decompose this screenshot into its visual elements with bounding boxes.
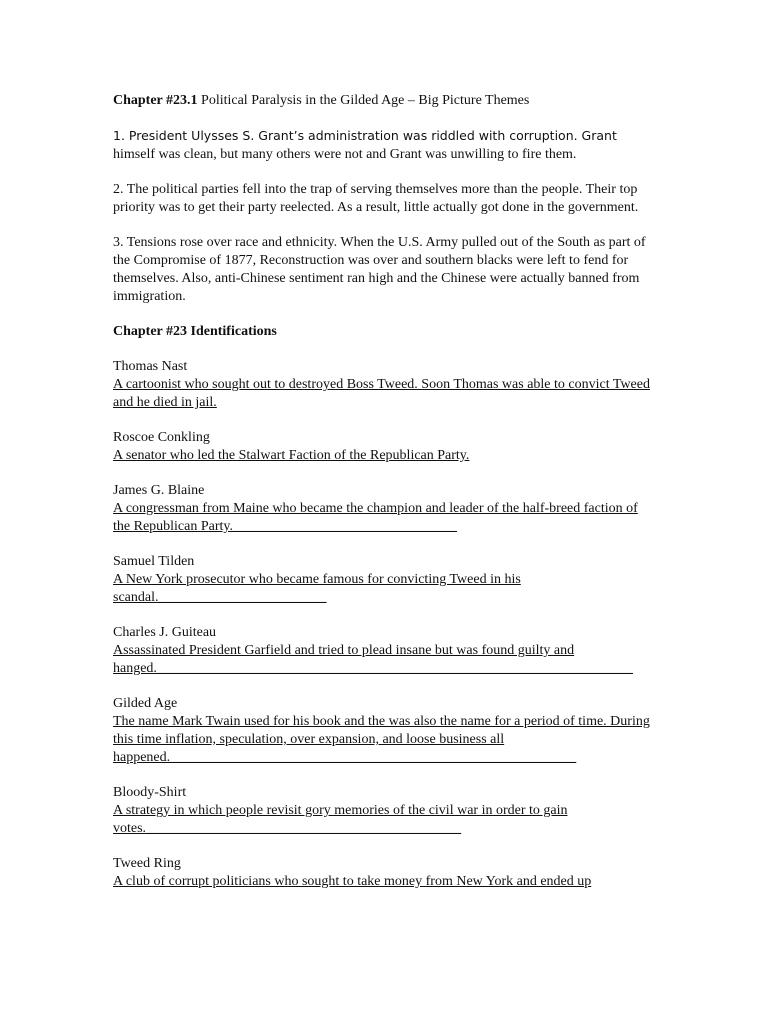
identification-entry bbox=[113, 553, 653, 607]
identification-term: Tweed Ring bbox=[113, 856, 181, 871]
identification-entry bbox=[113, 784, 653, 838]
identification-term: Charles J. Guiteau bbox=[113, 625, 217, 640]
identification-entry bbox=[113, 429, 653, 465]
theme-1-text: himself was clean, but many others were not and Grant was unwilling to fire them. bbox=[113, 147, 577, 162]
identification-term: Thomas Nast bbox=[113, 359, 188, 374]
theme-3 bbox=[113, 234, 653, 306]
theme-2 bbox=[113, 181, 653, 217]
theme-2-text: 2. The political parties fell into the trap of serving themselves more than the people. Their top priority was to get their party reelected. As a result, little actually got done in the government. bbox=[113, 182, 639, 215]
theme-1-first-line: 1. President Ulysses S. Grant’s administration was riddled with corruption. Grant bbox=[113, 128, 617, 143]
identification-entry bbox=[113, 695, 653, 767]
identification-term: Roscoe Conkling bbox=[113, 430, 210, 445]
theme-3-text: 3. Tensions rose over race and ethnicity. When the U.S. Army pulled out of the South as part of the Compromise of 1877, Reconstruction was over and southern blacks were left to fend for themselves. Also, anti-Chinese sentiment ran high and the Chinese were actually banned from immigration. bbox=[113, 235, 646, 304]
chapter-title: Political Paralysis in the Gilded Age – Big Picture Themes bbox=[197, 93, 530, 108]
identification-definition: A club of corrupt politicians who sought to take money from New York and ended up bbox=[113, 874, 592, 889]
identification-term: Samuel Tilden bbox=[113, 554, 195, 569]
identification-definition: A congressman from Maine who became the champion and leader of the half-breed faction of the Republican Party.________________________________ bbox=[113, 501, 638, 534]
identification-definition: A senator who led the Stalwart Faction of the Republican Party. bbox=[113, 448, 470, 463]
theme-1 bbox=[113, 127, 653, 164]
identification-definition: The name Mark Twain used for his book and the was also the name for a period of time. During this time inflation, speculation, over expansion, and loose business all happened.__________________________________________________________ bbox=[113, 714, 650, 765]
identification-term: Bloody-Shirt bbox=[113, 785, 187, 800]
identifications-heading: Chapter #23 Identifications bbox=[113, 324, 277, 339]
identification-entry bbox=[113, 855, 653, 891]
identification-definition: A cartoonist who sought out to destroyed Boss Tweed. Soon Thomas was able to convict Tweed and he died in jail. bbox=[113, 377, 650, 410]
identification-definition: A New York prosecutor who became famous for convicting Tweed in his scandal.________________________ bbox=[113, 572, 521, 605]
identification-entry bbox=[113, 624, 653, 678]
identification-term: James G. Blaine bbox=[113, 483, 205, 498]
identification-term: Gilded Age bbox=[113, 696, 178, 711]
identification-definition: Assassinated President Garfield and tried to plead insane but was found guilty and hanged.____________________________________________________________________ bbox=[113, 643, 633, 676]
document-page bbox=[113, 92, 653, 908]
chapter-heading bbox=[113, 92, 653, 110]
identification-entry bbox=[113, 358, 653, 412]
chapter-number: Chapter #23.1 bbox=[113, 93, 198, 108]
identification-entry bbox=[113, 482, 653, 536]
identification-definition: A strategy in which people revisit gory memories of the civil war in order to gain votes._____________________________________________ bbox=[113, 803, 568, 836]
